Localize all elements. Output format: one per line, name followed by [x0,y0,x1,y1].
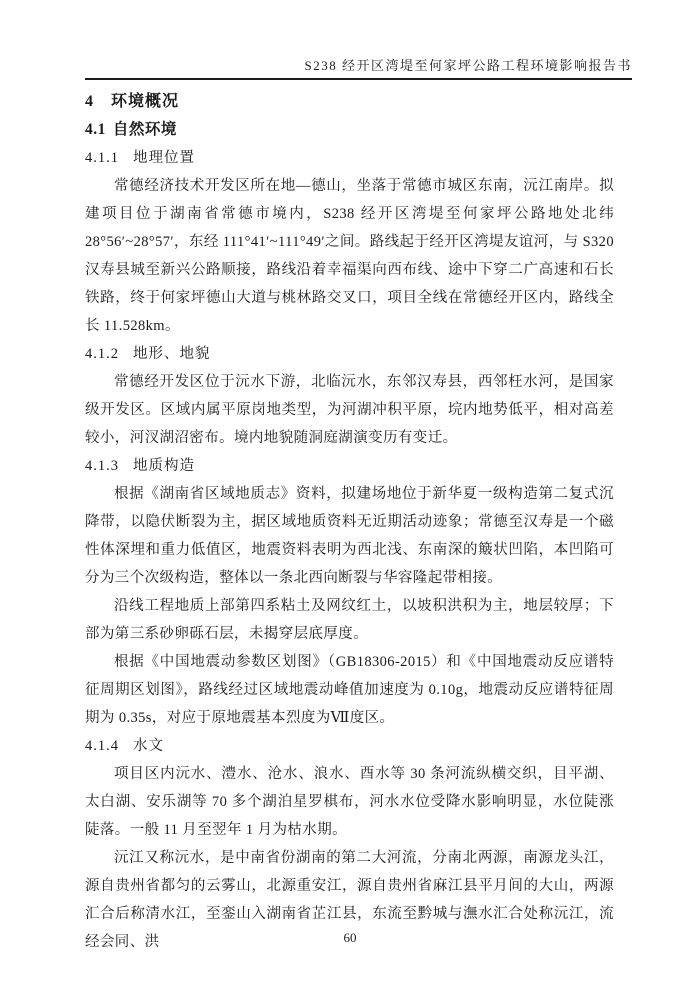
subsection-terrain-landform [85,340,614,452]
paragraph: 沅江又称沅水，是中南省份湖南的第二大河流，分南北两源，南源龙头江，源自贵州省都匀的云雾山，北源重安江，源自贵州省麻江县平月间的大山，两源汇合后称清水江，至銮山入湖南省芷江县，东流至黔城与潕水汇合处称沅江，流经会同、洪 [85,850,614,950]
chapter-number: 4 [85,93,94,110]
subsection-heading [85,452,614,480]
section-heading [85,116,614,144]
subsection-title: 地理位置 [133,150,195,166]
subsection-number: 4.1.1 [85,150,119,166]
subsection-title: 地形、地貌 [133,346,211,362]
subsection-geological-structure [85,452,614,732]
paragraph: 根据《湖南省区域地质志》资料，拟建场地位于新华夏一级构造第二复式沉降带，以隐伏断裂为主，据区域地质资料无近期活动迹象；常德至汉寿是一个磁性体深埋和重力低值区，地震资料表明为西北浅、东南深的簸状凹陷，本凹陷可分为三个次级构造，整体以一条北西向断裂与华容隆起带相接。 [85,486,614,586]
document-body [85,88,614,956]
section-title: 自然环境 [112,121,177,138]
paragraph: 项目区内沅水、澧水、沧水、浪水、酉水等 30 条河流纵横交织，目平湖、太白湖、安乐湖等 70 多个湖泊星罗棋布，河水水位受降水影响明显，水位陡涨陡落。一般 11 月至翌年 1 月为枯水期。 [85,766,614,838]
paragraph: 常德经济技术开发区所在地—德山，坐落于常德市城区东南，沅江南岸。拟建项目位于湖南省常德市境内，S238 经开区湾堤至何家坪公路地处北纬 28°56′~28°57′，东经 111°41′~111°49′之间。路线起于经开区湾堤友谊河，与 S320 汉寿县城至新兴公路顺接，路线沿着幸福渠向西布线、途中下穿二广高速和石长铁路，终于何家坪德山大道与桃林路交叉口，项目全线在常德经开区内，路线全长 11.528km。 [85,178,614,334]
subsection-title: 地质构造 [133,458,195,474]
subsection-title: 水文 [133,738,164,754]
subsection-number: 4.1.4 [85,738,119,754]
subsection-number: 4.1.3 [85,458,119,474]
subsection-geographic-location [85,144,614,340]
subsection-hydrology [85,732,614,956]
section-number: 4.1 [85,121,106,138]
subsection-heading [85,144,614,172]
chapter-heading [85,88,614,116]
paragraph: 常德经开发区位于沅水下游，北临沅水，东邻汉寿县，西邻枉水河，是国家级开发区。区域内属平原岗地类型，为河湖冲积平原，垸内地势低平，相对高差较小，河汊湖沼密布。境内地貌随洞庭湖演变历有变迁。 [85,374,614,446]
subsection-heading [85,732,614,760]
paragraph: 根据《中国地震动参数区划图》（GB18306-2015）和《中国地震动反应谱特征周期区划图》，路线经过区域地震动峰值加速度为 0.10g，地震动反应谱特征周期为 0.35s，对应于原地震基本烈度为Ⅶ度区。 [85,654,614,726]
subsection-heading [85,340,614,368]
header-title: S238 经开区湾堤至何家坪公路工程环境影响报告书 [304,58,632,73]
subsection-number: 4.1.2 [85,346,119,362]
chapter-title: 环境概况 [111,93,180,110]
page-number: 60 [343,930,357,945]
page-header [85,0,632,80]
paragraph: 沿线工程地质上部第四系粘土及网纹红土，以坡积洪积为主，地层较厚；下部为第三系砂卵砾石层，未揭穿层底厚度。 [85,598,614,642]
